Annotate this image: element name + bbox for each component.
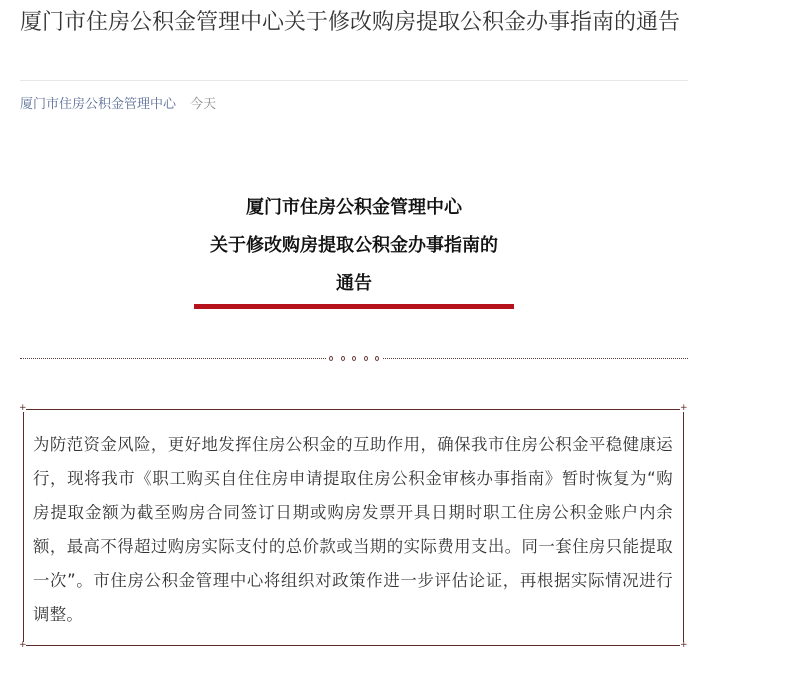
circle-dot-icon — [352, 356, 356, 361]
circle-dot-icon — [329, 356, 333, 361]
account-name-link[interactable]: 厦门市住房公积金管理中心 — [20, 97, 177, 112]
circle-dot-icon — [375, 356, 379, 361]
circle-dot-icon — [364, 356, 368, 361]
title-divider — [20, 80, 688, 81]
notice-body-text: 为防范资金风险，更好地发挥住房公积金的互助作用，确保我市住房公积金平稳健康运行，现将我市《职工购买自住住房申请提取住房公积金审核办事指南》暂时恢复为“购房提取金额为截至购房合同签订日期或购房发票开具日期时职工住房公积金账户内余额，最高不得超过购房实际支付的总价款或当期的实际费用支出。同一套住房只能提取一次”。市住房公积金管理中心将组织对政策作进一步评估论证，再根据实际情况进行调整。 — [33, 435, 673, 624]
article-meta — [20, 96, 216, 114]
heading-line-1: 厦门市住房公积金管理中心 — [246, 197, 462, 218]
corner-plus-icon: + — [680, 640, 688, 650]
publish-date: 今天 — [190, 97, 217, 112]
corner-plus-icon: + — [19, 640, 27, 650]
circle-dot-icon — [341, 356, 345, 361]
corner-plus-icon: + — [680, 403, 688, 413]
heading-line-2: 关于修改购房提取公积金办事指南的 — [210, 235, 498, 256]
article-title: 厦门市住房公积金管理中心关于修改购房提取公积金办事指南的通告 — [20, 10, 681, 35]
corner-plus-icon: + — [19, 403, 27, 413]
red-underline-divider — [194, 304, 514, 309]
separator-dots-ornament — [326, 354, 382, 363]
heading-line-3: 通告 — [336, 273, 372, 294]
